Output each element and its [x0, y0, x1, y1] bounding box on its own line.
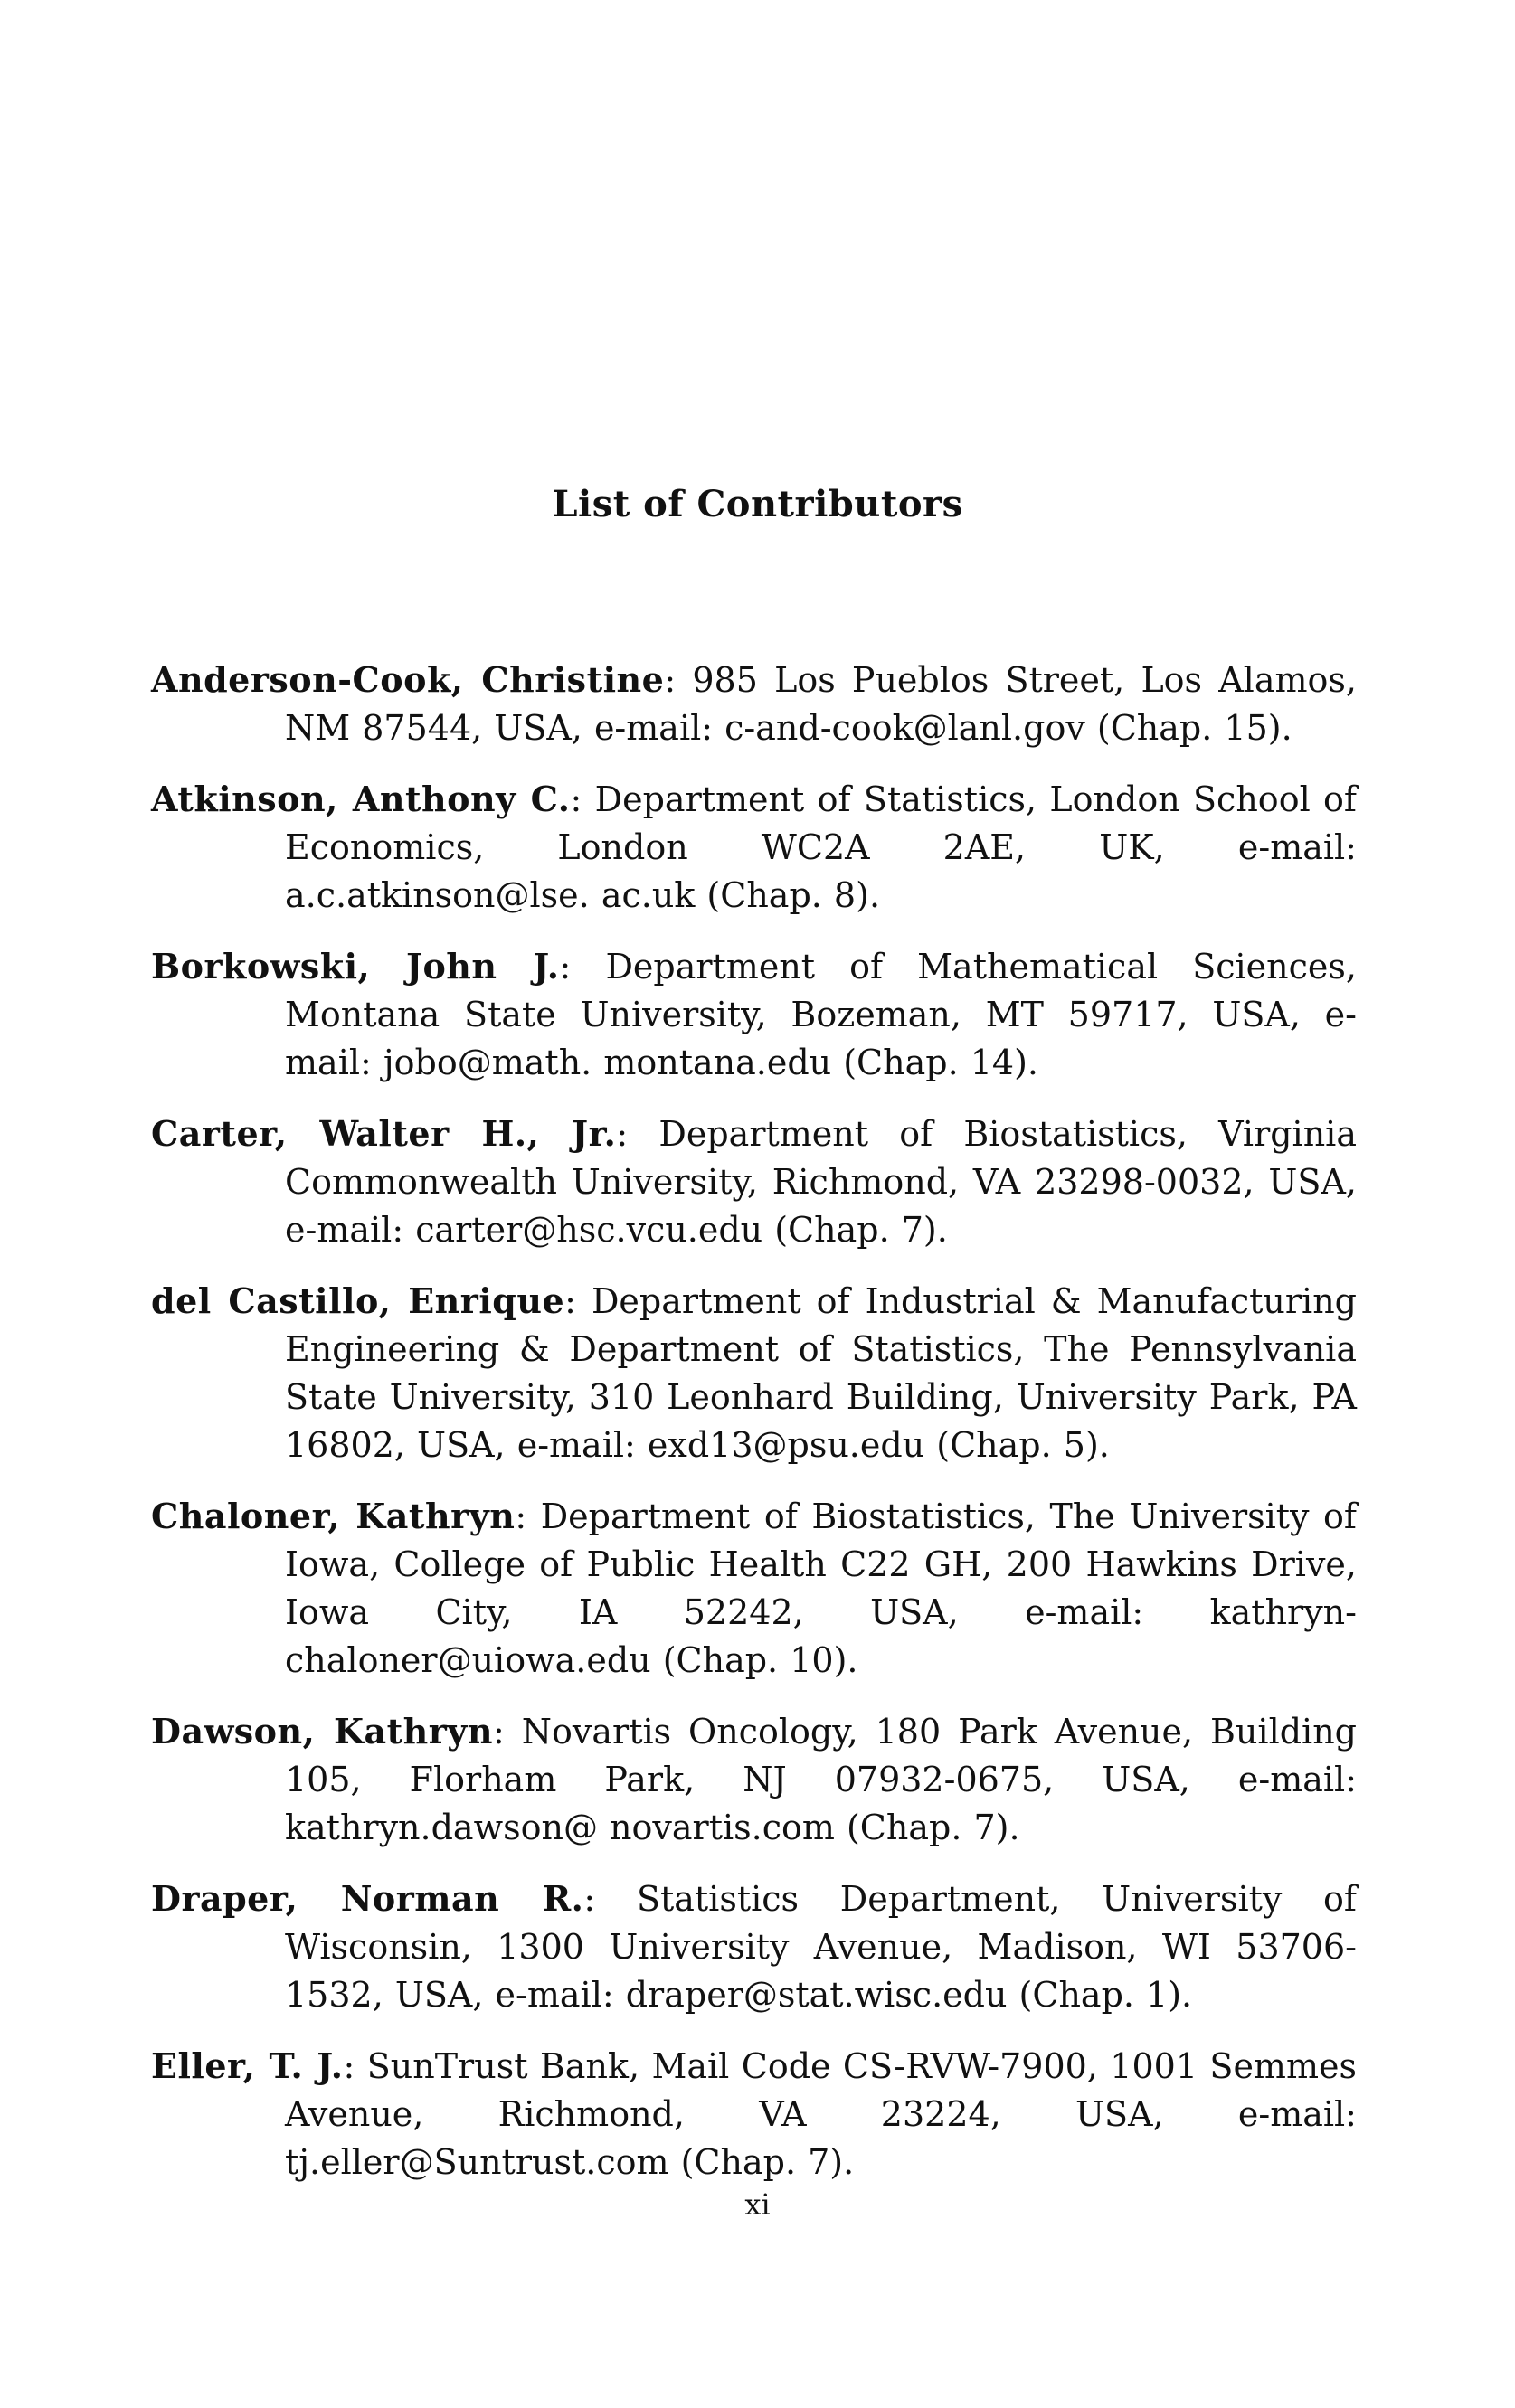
contributor-name: Draper, Norman R. — [151, 1878, 584, 1919]
contributor-name: Atkinson, Anthony C. — [151, 779, 571, 819]
name-separator: : — [564, 1281, 576, 1321]
name-separator: : — [583, 1879, 596, 1919]
name-separator: : — [559, 947, 572, 987]
contributor-details: Novartis Oncology, 180 Park Avenue, Building 105, Florham Park, NJ 07932-0675, USA, e-mail: kathryn.dawson@ novartis.com (Chap. 7). — [285, 1712, 1357, 1847]
contributor-name: Chaloner, Kathryn — [151, 1496, 516, 1536]
contributor-entry — [151, 1277, 1357, 1469]
page-number: xi — [744, 2187, 771, 2222]
contributor-entry — [151, 2042, 1357, 2186]
name-separator: : — [570, 779, 582, 819]
contributor-name: Anderson-Cook, Christine — [151, 659, 665, 700]
contributor-details: Department of Mathematical Sciences, Montana State University, Bozeman, MT 59717, USA, e-mail: jobo@math. montana.edu (Chap. 14). — [285, 947, 1357, 1082]
contributor-details: Department of Industrial & Manufacturing Engineering & Department of Statistics, The Pennsylvania State University, 310 Leonhard Building, University Park, PA 16802, USA, e-mail: exd13@psu.edu (Chap. 5). — [285, 1281, 1357, 1465]
contributor-name: Eller, T. J. — [151, 2045, 344, 2086]
contributor-entry — [151, 1110, 1357, 1254]
name-separator: : — [493, 1712, 505, 1752]
page-title: List of Contributors — [552, 483, 963, 525]
name-separator: : — [343, 2046, 355, 2086]
contributor-details: Department of Biostatistics, Virginia Commonwealth University, Richmond, VA 23298-0032, USA, e-mail: carter@hsc.vcu.edu (Chap. 7). — [285, 1114, 1357, 1250]
name-separator: : — [664, 660, 677, 700]
contributor-entry — [151, 1874, 1357, 2019]
contributor-details: SunTrust Bank, Mail Code CS-RVW-7900, 1001 Semmes Avenue, Richmond, VA 23224, USA, e-mail: tj.eller@Suntrust.com (Chap. 7). — [285, 2046, 1357, 2182]
contributor-entry — [151, 1707, 1357, 1852]
contributor-entry — [151, 775, 1357, 920]
contributor-name: Carter, Walter H., Jr. — [151, 1113, 617, 1154]
name-separator: : — [515, 1497, 527, 1536]
contributor-details: 985 Los Pueblos Street, Los Alamos, NM 87544, USA, e-mail: c-and-cook@lanl.gov (Chap. 15). — [285, 660, 1357, 748]
contributor-name: Borkowski, John J. — [151, 946, 560, 987]
contributor-entry — [151, 1492, 1357, 1685]
contributor-list — [151, 656, 1357, 2209]
contributor-details: Department of Statistics, London School of Economics, London WC2A 2AE, UK, e-mail: a.c.atkinson@lse. ac.uk (Chap. 8). — [285, 779, 1358, 915]
name-separator: : — [616, 1114, 629, 1154]
contributor-details: Department of Biostatistics, The University of Iowa, College of Public Health C22 GH, 200 Hawkins Drive, Iowa City, IA 52242, USA, e-mail: kathryn-chaloner@uiowa.edu (Chap. 10). — [285, 1497, 1357, 1680]
contributor-name: Dawson, Kathryn — [151, 1711, 494, 1752]
contributor-entry — [151, 656, 1357, 752]
contributor-entry — [151, 942, 1357, 1087]
contributor-name: del Castillo, Enrique — [151, 1280, 565, 1321]
contributor-details: Statistics Department, University of Wisconsin, 1300 University Avenue, Madison, WI 53706-1532, USA, e-mail: draper@stat.wisc.edu (Chap. 1). — [285, 1879, 1357, 2015]
